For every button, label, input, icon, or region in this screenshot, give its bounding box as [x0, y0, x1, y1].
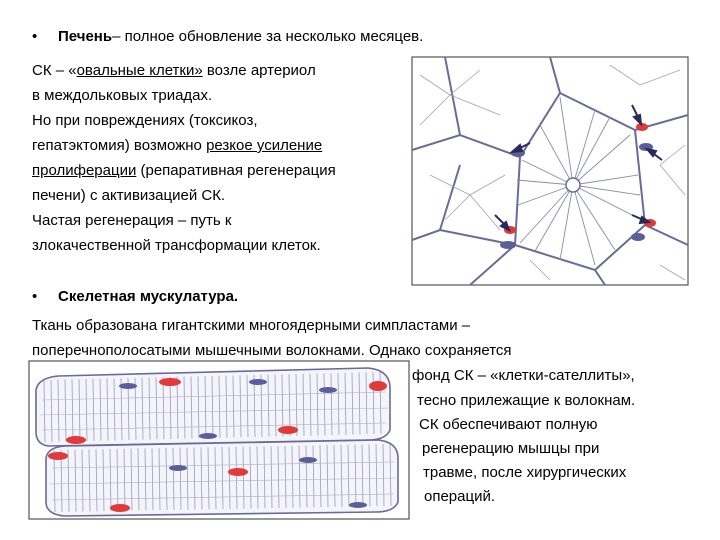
liver-line-2: в междольковых триадах.	[32, 87, 213, 104]
muscle-line-5: СК обеспечивают полную	[419, 416, 598, 433]
liver-bullet: •	[32, 28, 38, 45]
liver-line-1-underlined: овальные клетки»	[76, 62, 203, 79]
liver-line-5-underlined: пролиферации	[32, 162, 137, 179]
liver-line-8: злокачественной трансформации клеток.	[32, 237, 321, 254]
liver-lobule-illustration	[410, 55, 690, 287]
muscle-line-7: травме, после хирургических	[423, 464, 627, 481]
liver-title: Печень	[58, 28, 113, 45]
liver-line-1-a: СК – «	[32, 62, 77, 79]
liver-line-4	[32, 133, 322, 158]
muscle-line-2: поперечнополосатыми мышечными волокнами. Однако сохраняется	[32, 342, 512, 359]
liver-line-4-underlined: резкое усиление	[206, 137, 323, 154]
muscle-line-4: тесно прилежащие к волокнам.	[417, 392, 636, 409]
liver-title-rest: – полное обновление за несколько месяцев.	[112, 28, 424, 45]
muscle-line-8: операций.	[424, 488, 496, 505]
muscle-bullet: •	[32, 288, 38, 305]
liver-line-1-b: возле артериол	[202, 62, 316, 79]
muscle-line-1: Ткань образована гигантскими многоядерными симпластами –	[32, 317, 471, 334]
liver-line-5	[32, 158, 336, 183]
liver-lobule-drawing	[410, 55, 690, 287]
liver-line-6: печени) с активизацией СК.	[32, 187, 226, 204]
liver-line-7: Частая регенерация – путь к	[32, 212, 232, 229]
muscle-fiber-drawing	[28, 360, 410, 520]
muscle-heading	[32, 284, 238, 309]
liver-line-5-b: (репаративная регенерация	[136, 162, 336, 179]
muscle-line-3: фонд СК – «клетки-сателлиты»,	[412, 367, 635, 384]
liver-line-4-a: гепатэктомия) возможно	[32, 137, 207, 154]
liver-heading	[32, 24, 423, 49]
muscle-fiber-illustration	[28, 360, 410, 520]
liver-line-1	[32, 58, 316, 83]
muscle-line-6: регенерацию мышцы при	[422, 440, 600, 457]
liver-line-3: Но при повреждениях (токсикоз,	[32, 112, 258, 129]
muscle-title: Скелетная мускулатура.	[58, 288, 239, 305]
